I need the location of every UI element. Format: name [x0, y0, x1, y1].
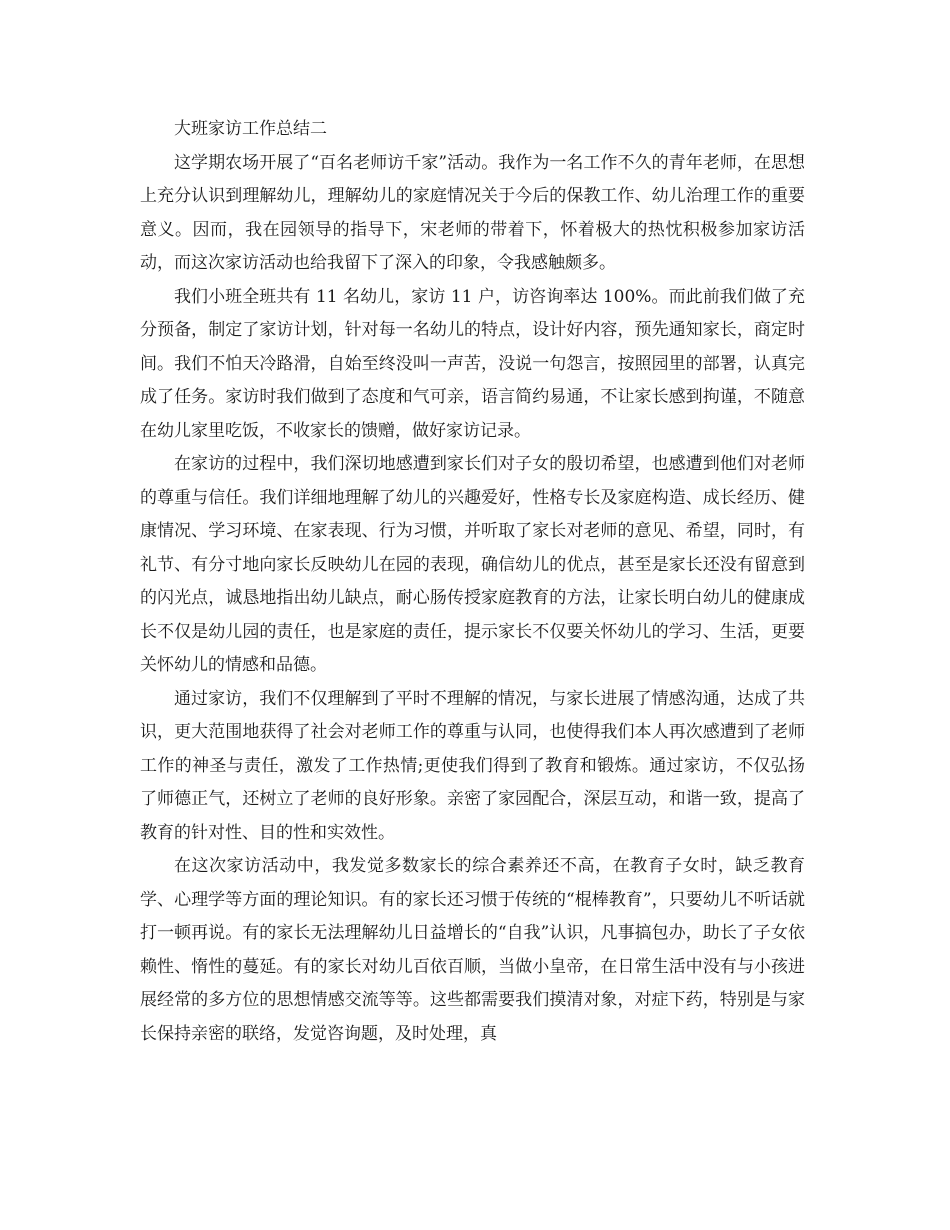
document-body — [140, 113, 805, 1051]
paragraph-1: 这学期农场开展了“百名老师访千家”活动。我作为一名工作不久的青年老师，在思想上充分认识到理解幼儿，理解幼儿的家庭情况关于今后的保教工作、幼儿治理工作的重要意义。因而，我在园领导的指导下，宋老师的带着下，怀着极大的热忱积极参加家访活动，而这次家访活动也给我留下了深入的印象，令我感触颇多。 — [140, 152, 805, 273]
paragraph-2: 我们小班全班共有 11 名幼儿，家访 11 户，访咨询率达 100%。而此前我们做了充分预备，制定了家访计划，针对每一名幼儿的特点，设计好内容，预先通知家长，商定时间。我们不怕天冷路滑，自始至终没叫一声苦，没说一句怨言，按照园里的部署，认真完成了任务。家访时我们做到了态度和气可亲，语言简约易通，不让家长感到拘谨，不随意在幼儿家里吃饭，不收家长的馈赠，做好家访记录。 — [140, 286, 805, 441]
paragraph-5: 在这次家访活动中，我发觉多数家长的综合素养还不高，在教育子女时，缺乏教育学、心理学等方面的理论知识。有的家长还习惯于传统的“棍棒教育”，只要幼儿不听话就打一顿再说。有的家长无法理解幼儿日益增长的“自我”认识，凡事搞包办，助长了子女依赖性、惰性的蔓延。有的家长对幼儿百依百顺，当做小皇帝，在日常生活中没有与小孩进展经常的多方位的思想情感交流等等。这些都需要我们摸清对象，对症下药，特别是与家长保持亲密的联络，发觉咨询题，及时处理，真 — [140, 856, 805, 1044]
document-title: 大班家访工作总结二 — [174, 119, 327, 139]
paragraph-4: 通过家访，我们不仅理解到了平时不理解的情况，与家长进展了情感沟通，达成了共识，更大范围地获得了社会对老师工作的尊重与认同，也使得我们本人再次感遭到了老师工作的神圣与责任，激发了工作热情;更使我们得到了教育和锻炼。通过家访，不仅弘扬了师德正气，还树立了老师的良好形象。亲密了家园配合，深层互动，和谐一致，提高了教育的针对性、目的性和实效性。 — [140, 688, 805, 843]
paragraph-3: 在家访的过程中，我们深切地感遭到家长们对子女的殷切希望，也感遭到他们对老师的尊重与信任。我们详细地理解了幼儿的兴趣爱好，性格专长及家庭构造、成长经历、健康情况、学习环境、在家表现、行为习惯，并听取了家长对老师的意见、希望，同时，有礼节、有分寸地向家长反映幼儿在园的表现，确信幼儿的优点，甚至是家长还没有留意到的闪光点，诚恳地指出幼儿缺点，耐心肠传授家庭教育的方法，让家长明白幼儿的健康成长不仅是幼儿园的责任，也是家庭的责任，提示家长不仅要关怀幼儿的学习、生活，更要关怀幼儿的情感和品德。 — [140, 454, 805, 675]
